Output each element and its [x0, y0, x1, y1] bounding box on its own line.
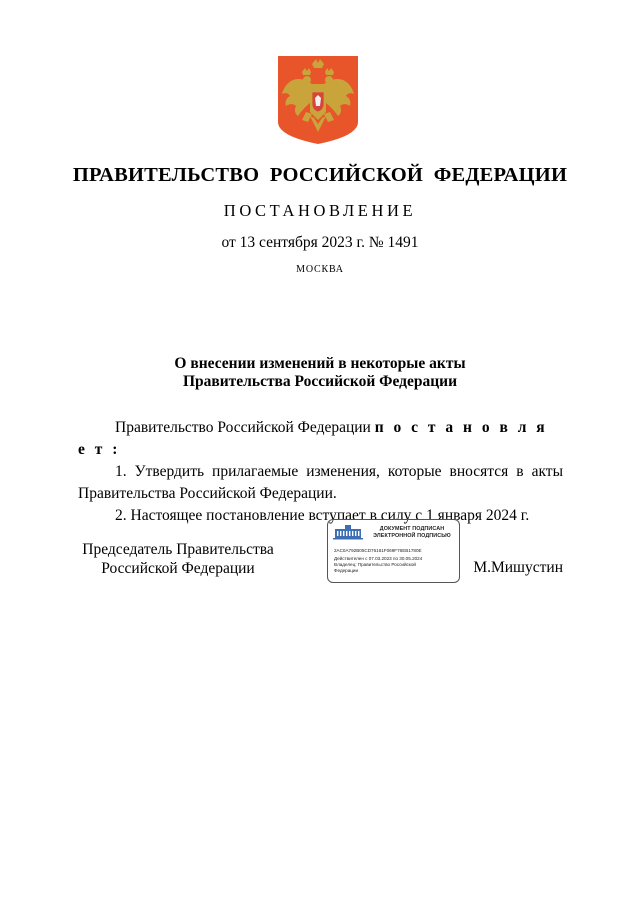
stamp-certificate: 2AC0A792B05CD76161F069F76EB1780E: [334, 548, 422, 553]
electronic-signature-stamp: [327, 519, 460, 583]
government-building-icon: [333, 524, 363, 540]
preamble-verb: п о с т а н о в л я е т :: [78, 419, 548, 458]
document-date-number: от 13 сентября 2023 г. № 1491: [221, 234, 419, 251]
item-2: 2. Настоящее постановление вступает в силу с 1 января 2024 г.: [115, 507, 530, 524]
preamble-prefix: Правительство Российской Федерации: [115, 419, 371, 436]
document-city: МОСКВА: [296, 264, 344, 275]
stamp-validity: Действителен с 07.03.2023 по 30.05.2024: [334, 556, 423, 561]
document-type: ПОСТАНОВЛЕНИЕ: [223, 201, 417, 220]
coat-of-arms-icon: [276, 54, 360, 146]
government-title: ПРАВИТЕЛЬСТВО РОССИЙСКОЙ ФЕДЕРАЦИИ: [72, 164, 568, 186]
subject-line-1: О внесении изменений в некоторые акты: [174, 355, 466, 372]
subject-line-2: Правительства Российской Федерации: [182, 373, 458, 390]
document-subject: [0, 355, 640, 391]
signer-title: [78, 540, 278, 578]
stamp-owner-line-1: Владелец: Правительство Российской: [334, 562, 416, 567]
stamp-heading: [368, 526, 456, 540]
signer-name: М.Мишустин: [473, 559, 563, 576]
document-body: [78, 417, 563, 527]
item-1: 1. Утвердить прилагаемые изменения, которые вносятся в акты Правительства Российской Федерации.: [78, 463, 563, 502]
stamp-heading-line-2: ЭЛЕКТРОННОЙ ПОДПИСЬЮ: [373, 533, 451, 539]
stamp-heading-line-1: ДОКУМЕНТ ПОДПИСАН: [379, 526, 445, 532]
signer-title-line-1: Председатель Правительства: [82, 541, 274, 558]
signer-title-line-2: Российской Федерации: [101, 560, 255, 577]
preamble: [78, 417, 563, 461]
stamp-owner-line-2: Федерации: [334, 568, 359, 573]
